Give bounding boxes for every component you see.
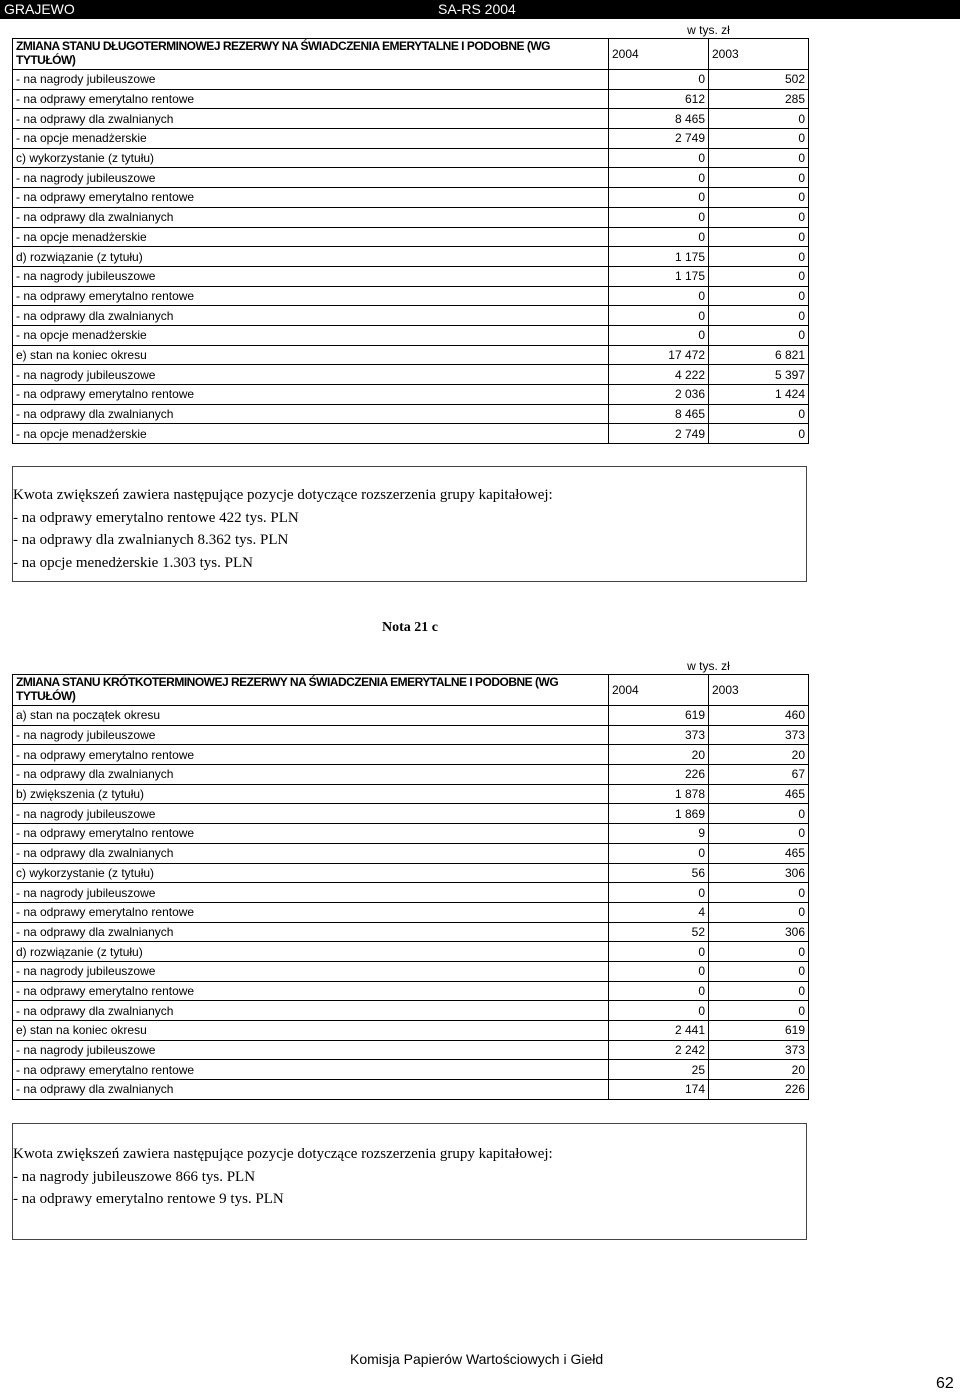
- value-2003: 460: [709, 706, 809, 726]
- table-row: [13, 109, 809, 129]
- value-2004: 0: [609, 961, 709, 981]
- unit-label: w tys. zł: [687, 22, 730, 37]
- table-title: ZMIANA STANU DŁUGOTERMINOWEJ REZERWY NA ŚWIADCZENIA EMERYTALNE I PODOBNE (WG TYTUŁÓW): [13, 39, 609, 70]
- table-row: [13, 247, 809, 267]
- value-2004: 0: [609, 70, 709, 90]
- row-label: - na nagrody jubileuszowe: [13, 266, 609, 286]
- value-2004: 0: [609, 188, 709, 208]
- value-2004: 56: [609, 863, 709, 883]
- row-label: e) stan na koniec okresu: [13, 1021, 609, 1041]
- value-2003: 0: [709, 247, 809, 267]
- table-row: [13, 345, 809, 365]
- table-row: [13, 325, 809, 345]
- value-2004: 1 175: [609, 266, 709, 286]
- value-2003: 6 821: [709, 345, 809, 365]
- short-term-reserve-table: [12, 657, 809, 1100]
- row-label: c) wykorzystanie (z tytułu): [13, 863, 609, 883]
- value-2003: 0: [709, 883, 809, 903]
- value-2003: 0: [709, 129, 809, 149]
- table-row: [13, 1040, 809, 1060]
- table-row: [13, 804, 809, 824]
- year-2004-header: 2004: [609, 675, 709, 706]
- value-2003: 373: [709, 725, 809, 745]
- value-2004: 226: [609, 765, 709, 785]
- row-label: - na odprawy dla zwalnianych: [13, 843, 609, 863]
- table-row: [13, 148, 809, 168]
- value-2004: 373: [609, 725, 709, 745]
- note-line: - na opcje menedżerskie 1.303 tys. PLN: [13, 554, 253, 571]
- row-label: - na nagrody jubileuszowe: [13, 804, 609, 824]
- table-row: [13, 404, 809, 424]
- value-2003: 0: [709, 424, 809, 444]
- table-row: [13, 1080, 809, 1100]
- value-2003: 20: [709, 1060, 809, 1080]
- row-label: - na odprawy dla zwalnianych: [13, 404, 609, 424]
- table-row: [13, 1021, 809, 1041]
- page-number: 62: [936, 1375, 954, 1392]
- table-row: [13, 266, 809, 286]
- row-label: - na odprawy emerytalno rentowe: [13, 89, 609, 109]
- value-2004: 20: [609, 745, 709, 765]
- value-2004: 52: [609, 922, 709, 942]
- value-2004: 2 749: [609, 424, 709, 444]
- long-term-reserve-table: [12, 21, 809, 444]
- value-2004: 0: [609, 148, 709, 168]
- note-box-2: [12, 1123, 807, 1240]
- table-row: [13, 942, 809, 962]
- row-label: - na odprawy emerytalno rentowe: [13, 745, 609, 765]
- table-row: [13, 883, 809, 903]
- report-name: SA-RS 2004: [438, 1, 516, 17]
- row-label: - na odprawy emerytalno rentowe: [13, 824, 609, 844]
- note-heading: Nota 21 c: [382, 620, 438, 635]
- value-2004: 8 465: [609, 404, 709, 424]
- row-label: - na odprawy dla zwalnianych: [13, 306, 609, 326]
- note-line: - na odprawy dla zwalnianych 8.362 tys. PLN: [13, 532, 289, 548]
- value-2003: 0: [709, 824, 809, 844]
- table-row: [13, 725, 809, 745]
- note-line: - na odprawy emerytalno rentowe 422 tys. PLN: [13, 509, 299, 526]
- note-line: - na nagrody jubileuszowe 866 tys. PLN: [13, 1168, 256, 1185]
- value-2004: 2 749: [609, 129, 709, 149]
- value-2003: 0: [709, 148, 809, 168]
- company-name: GRAJEWO: [4, 1, 75, 17]
- value-2004: 612: [609, 89, 709, 109]
- year-2003-header: 2003: [709, 39, 809, 70]
- table-row: [13, 922, 809, 942]
- value-2003: 0: [709, 109, 809, 129]
- value-2004: 0: [609, 227, 709, 247]
- unit-label: w tys. zł: [687, 658, 730, 673]
- table-row: [13, 207, 809, 227]
- value-2004: 0: [609, 1001, 709, 1021]
- table-row: [13, 188, 809, 208]
- value-2004: 4: [609, 902, 709, 922]
- value-2003: 5 397: [709, 365, 809, 385]
- value-2003: 373: [709, 1040, 809, 1060]
- value-2003: 0: [709, 207, 809, 227]
- value-2004: 25: [609, 1060, 709, 1080]
- value-2003: 0: [709, 961, 809, 981]
- value-2004: 1 869: [609, 804, 709, 824]
- row-label: - na odprawy dla zwalnianych: [13, 1001, 609, 1021]
- value-2003: 619: [709, 1021, 809, 1041]
- table-row: [13, 824, 809, 844]
- row-label: - na nagrody jubileuszowe: [13, 365, 609, 385]
- value-2003: 0: [709, 942, 809, 962]
- row-label: e) stan na koniec okresu: [13, 345, 609, 365]
- row-label: - na odprawy emerytalno rentowe: [13, 385, 609, 405]
- value-2003: 226: [709, 1080, 809, 1100]
- value-2004: 0: [609, 325, 709, 345]
- value-2004: 17 472: [609, 345, 709, 365]
- note-box-1: [12, 466, 807, 582]
- table-row: [13, 706, 809, 726]
- value-2004: 2 441: [609, 1021, 709, 1041]
- value-2004: 4 222: [609, 365, 709, 385]
- table-row: [13, 424, 809, 444]
- value-2003: 0: [709, 804, 809, 824]
- row-label: - na odprawy dla zwalnianych: [13, 922, 609, 942]
- value-2003: 0: [709, 227, 809, 247]
- value-2004: 0: [609, 306, 709, 326]
- row-label: - na opcje menadżerskie: [13, 424, 609, 444]
- row-label: - na odprawy dla zwalnianych: [13, 765, 609, 785]
- value-2003: 0: [709, 168, 809, 188]
- row-label: - na odprawy dla zwalnianych: [13, 1080, 609, 1100]
- row-label: - na odprawy emerytalno rentowe: [13, 981, 609, 1001]
- row-label: - na opcje menadżerskie: [13, 325, 609, 345]
- table-row: [13, 1060, 809, 1080]
- value-2004: 0: [609, 843, 709, 863]
- value-2003: 306: [709, 863, 809, 883]
- note-line: Kwota zwiększeń zawiera następujące pozycje dotyczące rozszerzenia grupy kapitałowej:: [13, 487, 553, 503]
- value-2003: 67: [709, 765, 809, 785]
- table-row: [13, 981, 809, 1001]
- year-2004-header: 2004: [609, 39, 709, 70]
- value-2003: 1 424: [709, 385, 809, 405]
- row-label: - na odprawy emerytalno rentowe: [13, 286, 609, 306]
- value-2003: 0: [709, 266, 809, 286]
- row-label: - na odprawy emerytalno rentowe: [13, 902, 609, 922]
- row-label: - na odprawy emerytalno rentowe: [13, 188, 609, 208]
- value-2003: 285: [709, 89, 809, 109]
- table-row: [13, 168, 809, 188]
- value-2004: 0: [609, 883, 709, 903]
- note-line: - na odprawy emerytalno rentowe 9 tys. PLN: [13, 1191, 284, 1207]
- table-row: [13, 843, 809, 863]
- row-label: - na odprawy dla zwalnianych: [13, 207, 609, 227]
- value-2004: 0: [609, 981, 709, 1001]
- table-row: [13, 89, 809, 109]
- table-row: [13, 961, 809, 981]
- table-row: [13, 784, 809, 804]
- value-2004: 2 242: [609, 1040, 709, 1060]
- table-row: [13, 306, 809, 326]
- value-2003: 20: [709, 745, 809, 765]
- row-label: - na nagrody jubileuszowe: [13, 168, 609, 188]
- note-line: Kwota zwiększeń zawiera następujące pozycje dotyczące rozszerzenia grupy kapitałowej:: [13, 1146, 553, 1162]
- value-2003: 0: [709, 404, 809, 424]
- value-2004: 0: [609, 942, 709, 962]
- value-2003: 0: [709, 306, 809, 326]
- row-label: - na nagrody jubileuszowe: [13, 961, 609, 981]
- table-row: [13, 227, 809, 247]
- table-title: ZMIANA STANU KRÓTKOTERMINOWEJ REZERWY NA ŚWIADCZENIA EMERYTALNE I PODOBNE (WG TYTUŁÓW): [13, 675, 609, 706]
- row-label: - na odprawy emerytalno rentowe: [13, 1060, 609, 1080]
- value-2003: 0: [709, 188, 809, 208]
- table-row: [13, 286, 809, 306]
- value-2003: 502: [709, 70, 809, 90]
- value-2003: 465: [709, 784, 809, 804]
- value-2003: 0: [709, 325, 809, 345]
- table-row: [13, 902, 809, 922]
- row-label: - na nagrody jubileuszowe: [13, 725, 609, 745]
- table-row: [13, 70, 809, 90]
- value-2004: 619: [609, 706, 709, 726]
- row-label: - na opcje menadżerskie: [13, 129, 609, 149]
- table-row: [13, 385, 809, 405]
- row-label: a) stan na początek okresu: [13, 706, 609, 726]
- table-row: [13, 365, 809, 385]
- value-2003: 0: [709, 981, 809, 1001]
- value-2003: 0: [709, 286, 809, 306]
- row-label: - na opcje menadżerskie: [13, 227, 609, 247]
- value-2004: 1 878: [609, 784, 709, 804]
- value-2004: 0: [609, 168, 709, 188]
- table-row: [13, 863, 809, 883]
- table-row: [13, 765, 809, 785]
- value-2004: 9: [609, 824, 709, 844]
- footer-text: Komisja Papierów Wartościowych i Giełd: [350, 1351, 604, 1367]
- row-label: d) rozwiązanie (z tytułu): [13, 247, 609, 267]
- row-label: c) wykorzystanie (z tytułu): [13, 148, 609, 168]
- table-row: [13, 745, 809, 765]
- table-row: [13, 1001, 809, 1021]
- row-label: - na nagrody jubileuszowe: [13, 70, 609, 90]
- value-2003: 0: [709, 1001, 809, 1021]
- value-2004: 0: [609, 207, 709, 227]
- row-label: - na odprawy dla zwalnianych: [13, 109, 609, 129]
- value-2003: 465: [709, 843, 809, 863]
- value-2003: 0: [709, 902, 809, 922]
- value-2004: 8 465: [609, 109, 709, 129]
- year-2003-header: 2003: [709, 675, 809, 706]
- row-label: b) zwiększenia (z tytułu): [13, 784, 609, 804]
- row-label: d) rozwiązanie (z tytułu): [13, 942, 609, 962]
- value-2004: 2 036: [609, 385, 709, 405]
- table-row: [13, 129, 809, 149]
- value-2004: 0: [609, 286, 709, 306]
- value-2003: 306: [709, 922, 809, 942]
- row-label: - na nagrody jubileuszowe: [13, 1040, 609, 1060]
- value-2004: 174: [609, 1080, 709, 1100]
- row-label: - na nagrody jubileuszowe: [13, 883, 609, 903]
- page-header: [0, 0, 960, 19]
- value-2004: 1 175: [609, 247, 709, 267]
